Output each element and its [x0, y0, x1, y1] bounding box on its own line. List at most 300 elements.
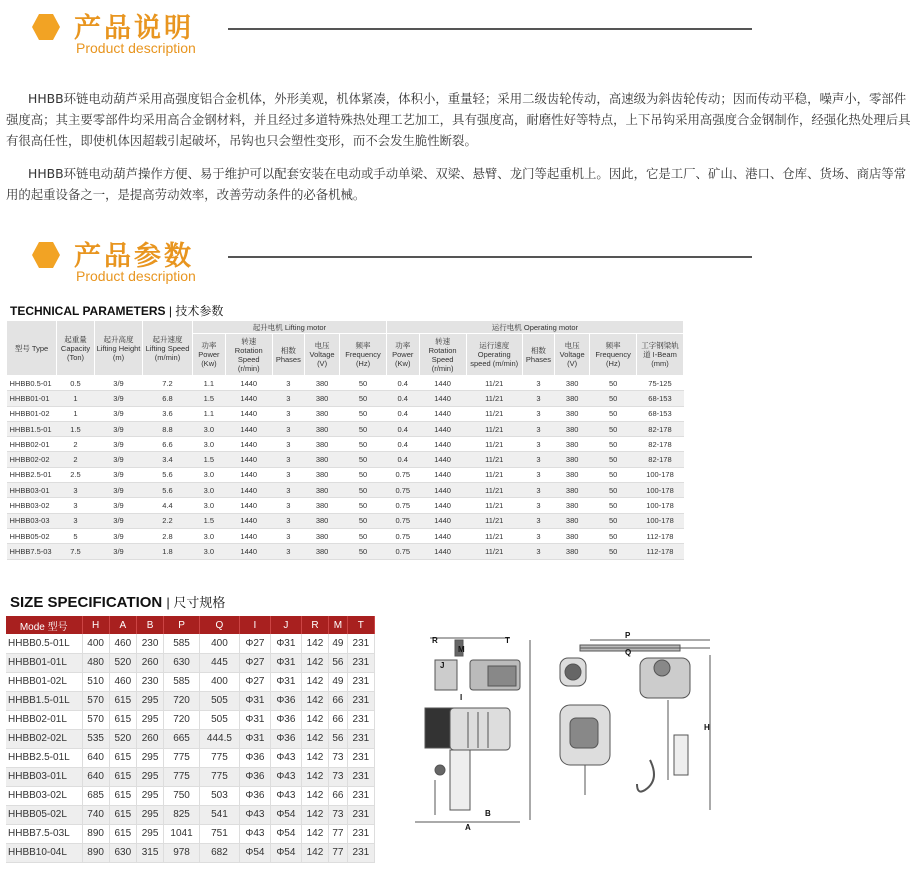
- table-cell: 400: [82, 634, 109, 653]
- tech-header-7: 电压 Voltage (V): [304, 334, 339, 376]
- tech-header-8: 频率 Frequency (Hz): [340, 334, 387, 376]
- table-cell: 66: [329, 786, 348, 805]
- size-header-7: J: [270, 616, 301, 634]
- table-cell: 100-178: [636, 513, 683, 528]
- size-header-5: Q: [199, 616, 239, 634]
- table-cell: 142: [301, 710, 328, 729]
- size-header-6: I: [239, 616, 270, 634]
- table-cell: 978: [164, 843, 200, 862]
- table-cell: 615: [109, 710, 136, 729]
- table-cell: 0.4: [386, 437, 419, 452]
- table-cell: 7.2: [143, 376, 193, 391]
- table-cell: 5.6: [143, 467, 193, 482]
- table-cell: 380: [555, 406, 590, 421]
- table-cell: 380: [304, 437, 339, 452]
- table-cell: 1: [57, 391, 95, 406]
- table-cell: 50: [340, 437, 387, 452]
- table-cell: 1.8: [143, 544, 193, 559]
- table-cell: Φ36: [270, 691, 301, 710]
- table-cell: HHBB1.5-01: [7, 421, 57, 436]
- table-cell: 82-178: [636, 437, 683, 452]
- table-cell: 50: [340, 421, 387, 436]
- table-cell: 231: [347, 805, 374, 824]
- table-cell: 231: [347, 653, 374, 672]
- table-cell: 3: [272, 406, 304, 421]
- table-cell: Φ31: [239, 691, 270, 710]
- tech-table-title: TECHNICAL PARAMETERS | 技术参数: [10, 304, 224, 318]
- table-cell: 3.4: [143, 452, 193, 467]
- table-cell: 520: [109, 653, 136, 672]
- table-cell: 400: [199, 634, 239, 653]
- hexagon-icon: [32, 242, 60, 268]
- table-cell: 380: [304, 376, 339, 391]
- table-cell: 3: [272, 498, 304, 513]
- table-cell: Φ27: [239, 653, 270, 672]
- table-cell: 11/21: [466, 544, 522, 559]
- size-header-0: Mode 型号: [6, 616, 82, 634]
- table-cell: 615: [109, 767, 136, 786]
- table-cell: HHBB02-02: [7, 452, 57, 467]
- table-cell: 3: [272, 452, 304, 467]
- table-cell: 7.5: [57, 544, 95, 559]
- table-cell: 295: [136, 805, 163, 824]
- table-cell: 640: [82, 767, 109, 786]
- table-cell: Φ36: [239, 748, 270, 767]
- table-cell: 231: [347, 691, 374, 710]
- dim-label-T: T: [505, 636, 510, 645]
- section-title: 产品说明: [74, 13, 194, 44]
- table-cell: 50: [590, 376, 637, 391]
- table-cell: 0.75: [386, 528, 419, 543]
- table-row: [6, 710, 375, 729]
- table-cell: 520: [109, 729, 136, 748]
- table-cell: 3/9: [95, 498, 143, 513]
- table-cell: 380: [555, 498, 590, 513]
- table-cell: 11/21: [466, 437, 522, 452]
- table-cell: 3: [522, 391, 554, 406]
- table-row: [6, 767, 375, 786]
- table-cell: 3: [272, 391, 304, 406]
- table-cell: 112-178: [636, 544, 683, 559]
- table-cell: 50: [340, 391, 387, 406]
- table-cell: 380: [555, 421, 590, 436]
- table-cell: 142: [301, 634, 328, 653]
- table-cell: 380: [555, 528, 590, 543]
- table-cell: 231: [347, 634, 374, 653]
- table-cell: 751: [199, 824, 239, 843]
- tech-header-12: 相数 Phases: [522, 334, 554, 376]
- table-cell: 3: [522, 406, 554, 421]
- table-cell: 260: [136, 729, 163, 748]
- table-cell: 3.0: [193, 544, 226, 559]
- table-cell: 0.4: [386, 406, 419, 421]
- table-cell: 665: [164, 729, 200, 748]
- table-cell: 295: [136, 767, 163, 786]
- table-cell: 1440: [419, 528, 466, 543]
- dim-label-R: R: [432, 636, 438, 645]
- table-cell: 66: [329, 710, 348, 729]
- table-cell: 50: [590, 437, 637, 452]
- table-cell: HHBB01-01L: [6, 653, 82, 672]
- table-cell: 615: [109, 691, 136, 710]
- table-row: [6, 824, 375, 843]
- table-cell: 231: [347, 729, 374, 748]
- table-cell: 2: [57, 452, 95, 467]
- table-cell: 11/21: [466, 513, 522, 528]
- table-cell: 1440: [419, 452, 466, 467]
- table-cell: HHBB05-02L: [6, 805, 82, 824]
- table-cell: 11/21: [466, 391, 522, 406]
- table-cell: 50: [590, 498, 637, 513]
- table-cell: 3: [57, 513, 95, 528]
- table-cell: 1440: [419, 513, 466, 528]
- table-cell: 444.5: [199, 729, 239, 748]
- table-cell: 640: [82, 748, 109, 767]
- table-cell: 630: [164, 653, 200, 672]
- table-cell: 3/9: [95, 452, 143, 467]
- technical-parameters-table: [6, 320, 684, 560]
- dim-label-A: A: [465, 823, 471, 830]
- table-cell: 380: [555, 513, 590, 528]
- table-cell: 3: [272, 513, 304, 528]
- table-cell: 50: [590, 528, 637, 543]
- table-cell: 1440: [419, 483, 466, 498]
- table-cell: HHBB02-01L: [6, 710, 82, 729]
- table-cell: 295: [136, 824, 163, 843]
- table-cell: HHBB01-01: [7, 391, 57, 406]
- table-cell: 0.5: [57, 376, 95, 391]
- table-cell: 380: [304, 406, 339, 421]
- table-cell: 3/9: [95, 544, 143, 559]
- lifting-motor-group: 起升电机 Lifting motor: [193, 321, 387, 334]
- table-cell: 50: [590, 406, 637, 421]
- table-cell: 445: [199, 653, 239, 672]
- table-cell: 231: [347, 843, 374, 862]
- table-cell: 1440: [419, 498, 466, 513]
- dim-label-Q: Q: [625, 648, 632, 657]
- table-cell: 68-153: [636, 391, 683, 406]
- table-cell: 460: [109, 634, 136, 653]
- section-subtitle: Product description: [76, 268, 196, 284]
- table-cell: 825: [164, 805, 200, 824]
- table-cell: Φ54: [239, 843, 270, 862]
- table-cell: HHBB03-03: [7, 513, 57, 528]
- tech-header-9: 功率 Power (Kw): [386, 334, 419, 376]
- table-cell: 380: [304, 513, 339, 528]
- table-cell: 775: [164, 767, 200, 786]
- table-cell: 570: [82, 691, 109, 710]
- table-cell: Φ36: [270, 710, 301, 729]
- table-cell: 3: [272, 528, 304, 543]
- table-cell: 3.0: [193, 467, 226, 482]
- table-cell: 380: [304, 498, 339, 513]
- table-cell: 230: [136, 672, 163, 691]
- table-cell: 295: [136, 710, 163, 729]
- table-row: [7, 391, 684, 406]
- table-cell: 2.5: [57, 467, 95, 482]
- table-cell: 1440: [419, 376, 466, 391]
- tech-header-0: 型号 Type: [7, 321, 57, 376]
- table-cell: 630: [109, 843, 136, 862]
- table-cell: 740: [82, 805, 109, 824]
- table-cell: 231: [347, 767, 374, 786]
- table-cell: 3/9: [95, 528, 143, 543]
- table-cell: 11/21: [466, 376, 522, 391]
- table-cell: 11/21: [466, 498, 522, 513]
- table-cell: 585: [164, 634, 200, 653]
- dim-label-H: H: [704, 723, 710, 732]
- table-cell: 890: [82, 824, 109, 843]
- table-cell: Φ31: [239, 729, 270, 748]
- table-cell: 260: [136, 653, 163, 672]
- table-cell: 315: [136, 843, 163, 862]
- table-cell: Φ31: [270, 634, 301, 653]
- table-cell: 1.1: [193, 376, 226, 391]
- table-cell: 0.75: [386, 498, 419, 513]
- table-cell: 50: [340, 528, 387, 543]
- table-cell: 11/21: [466, 421, 522, 436]
- table-cell: 77: [329, 824, 348, 843]
- table-cell: Φ43: [270, 786, 301, 805]
- table-cell: Φ27: [239, 672, 270, 691]
- table-cell: 1440: [225, 467, 272, 482]
- table-cell: 49: [329, 634, 348, 653]
- table-row: [7, 483, 684, 498]
- table-cell: 775: [164, 748, 200, 767]
- table-cell: 50: [340, 376, 387, 391]
- table-cell: 505: [199, 710, 239, 729]
- table-cell: 1440: [419, 544, 466, 559]
- table-cell: 503: [199, 786, 239, 805]
- table-cell: 775: [199, 767, 239, 786]
- size-header-10: T: [347, 616, 374, 634]
- table-cell: 50: [340, 544, 387, 559]
- table-cell: 3.6: [143, 406, 193, 421]
- table-cell: 720: [164, 691, 200, 710]
- table-cell: 1440: [419, 467, 466, 482]
- tech-header-11: 运行速度 Operating speed (m/min): [466, 334, 522, 376]
- table-cell: 3.0: [193, 528, 226, 543]
- tech-header-15: 工字钢梁轨道 I-Beam (mm): [636, 334, 683, 376]
- table-cell: 380: [304, 467, 339, 482]
- table-cell: 1440: [225, 513, 272, 528]
- table-cell: 50: [590, 391, 637, 406]
- table-cell: 56: [329, 653, 348, 672]
- table-row: [6, 691, 375, 710]
- dim-label-J: J: [440, 661, 445, 670]
- table-row: [7, 528, 684, 543]
- table-cell: 380: [304, 452, 339, 467]
- size-header-2: A: [109, 616, 136, 634]
- dim-label-B: B: [485, 809, 491, 818]
- table-cell: Φ31: [270, 653, 301, 672]
- table-cell: Φ27: [239, 634, 270, 653]
- table-cell: Φ54: [270, 805, 301, 824]
- table-cell: 380: [555, 437, 590, 452]
- table-cell: 3/9: [95, 513, 143, 528]
- table-cell: 75-125: [636, 376, 683, 391]
- table-cell: 3: [522, 467, 554, 482]
- table-cell: 3: [272, 437, 304, 452]
- table-cell: 3: [522, 483, 554, 498]
- table-cell: 615: [109, 748, 136, 767]
- table-row: [7, 544, 684, 559]
- table-cell: 380: [555, 544, 590, 559]
- tech-header-13: 电压 Voltage (V): [555, 334, 590, 376]
- table-cell: 380: [555, 483, 590, 498]
- table-cell: 231: [347, 672, 374, 691]
- table-cell: 570: [82, 710, 109, 729]
- table-row: [7, 452, 684, 467]
- table-row: [6, 805, 375, 824]
- table-cell: 0.4: [386, 452, 419, 467]
- table-cell: 1041: [164, 824, 200, 843]
- table-cell: 50: [340, 513, 387, 528]
- table-cell: HHBB1.5-01L: [6, 691, 82, 710]
- hoist-dimension-diagram: [410, 630, 730, 830]
- table-row: [7, 421, 684, 436]
- table-cell: 231: [347, 786, 374, 805]
- table-cell: 6.6: [143, 437, 193, 452]
- table-cell: 3: [272, 376, 304, 391]
- table-cell: 3/9: [95, 483, 143, 498]
- table-cell: 230: [136, 634, 163, 653]
- table-cell: HHBB03-01: [7, 483, 57, 498]
- table-cell: 11/21: [466, 452, 522, 467]
- table-cell: 380: [304, 391, 339, 406]
- table-cell: 3: [522, 452, 554, 467]
- table-cell: 3/9: [95, 437, 143, 452]
- table-cell: Φ36: [270, 729, 301, 748]
- operating-motor-group: 运行电机 Operating motor: [386, 321, 683, 334]
- table-row: [6, 748, 375, 767]
- table-cell: Φ36: [239, 786, 270, 805]
- table-cell: 615: [109, 824, 136, 843]
- table-cell: 66: [329, 691, 348, 710]
- table-cell: 380: [304, 528, 339, 543]
- table-cell: 3/9: [95, 391, 143, 406]
- table-cell: Φ31: [270, 672, 301, 691]
- table-cell: 720: [164, 710, 200, 729]
- table-cell: 231: [347, 824, 374, 843]
- table-cell: HHBB05-02: [7, 528, 57, 543]
- table-cell: 50: [590, 421, 637, 436]
- table-cell: 142: [301, 653, 328, 672]
- tech-header-14: 频率 Frequency (Hz): [590, 334, 637, 376]
- table-cell: 2: [57, 437, 95, 452]
- table-cell: 480: [82, 653, 109, 672]
- table-cell: 77: [329, 843, 348, 862]
- table-cell: 50: [340, 467, 387, 482]
- table-cell: 295: [136, 786, 163, 805]
- table-cell: 615: [109, 786, 136, 805]
- table-cell: 3/9: [95, 376, 143, 391]
- table-cell: 400: [199, 672, 239, 691]
- size-header-4: P: [164, 616, 200, 634]
- tech-header-2: 起升高度 Lifting Height (m): [95, 321, 143, 376]
- table-row: [6, 729, 375, 748]
- table-cell: 682: [199, 843, 239, 862]
- table-cell: Φ36: [239, 767, 270, 786]
- table-row: [6, 786, 375, 805]
- table-cell: 50: [590, 467, 637, 482]
- table-cell: 142: [301, 843, 328, 862]
- table-cell: 380: [555, 391, 590, 406]
- table-cell: 1440: [419, 406, 466, 421]
- table-cell: 615: [109, 805, 136, 824]
- table-cell: 0.4: [386, 391, 419, 406]
- table-cell: 380: [304, 544, 339, 559]
- table-cell: 3: [272, 467, 304, 482]
- table-cell: 112-178: [636, 528, 683, 543]
- table-cell: 3: [272, 421, 304, 436]
- table-cell: 1440: [225, 406, 272, 421]
- table-cell: Φ43: [270, 767, 301, 786]
- size-table-title: SIZE SPECIFICATION | 尺寸规格: [10, 594, 226, 611]
- table-cell: 505: [199, 691, 239, 710]
- table-cell: 3/9: [95, 467, 143, 482]
- table-cell: HHBB0.5-01L: [6, 634, 82, 653]
- table-row: [7, 376, 684, 391]
- table-cell: 73: [329, 805, 348, 824]
- table-cell: 5: [57, 528, 95, 543]
- table-cell: Φ43: [239, 805, 270, 824]
- table-cell: 50: [340, 406, 387, 421]
- table-cell: Φ43: [239, 824, 270, 843]
- size-header-9: M: [329, 616, 348, 634]
- table-cell: 1: [57, 406, 95, 421]
- table-cell: 50: [590, 452, 637, 467]
- tech-header-4: 功率 Power (Kw): [193, 334, 226, 376]
- table-cell: 1440: [225, 391, 272, 406]
- table-cell: HHBB2.5-01: [7, 467, 57, 482]
- table-cell: 380: [555, 467, 590, 482]
- table-cell: 3/9: [95, 421, 143, 436]
- section-header-description: [30, 4, 760, 54]
- table-cell: 2.8: [143, 528, 193, 543]
- table-cell: 3: [57, 498, 95, 513]
- table-cell: 3: [522, 376, 554, 391]
- table-cell: 4.4: [143, 498, 193, 513]
- intro-paragraph-2: HHBB环链电动葫芦操作方便、易于维护可以配套安装在电动或手动单梁、双梁、悬臂、龙门等起重机上。因此，它是工厂、矿山、港口、仓库、货场、商店等常用的起重设备之一，是提高劳动效率，改善劳动条件的必备机械。: [6, 166, 907, 202]
- table-cell: 142: [301, 767, 328, 786]
- table-cell: 50: [340, 498, 387, 513]
- table-cell: 5.6: [143, 483, 193, 498]
- table-cell: 380: [555, 452, 590, 467]
- section-subtitle: Product description: [76, 40, 196, 56]
- table-cell: 1440: [225, 437, 272, 452]
- table-row: [7, 513, 684, 528]
- table-cell: 0.4: [386, 421, 419, 436]
- table-cell: 295: [136, 691, 163, 710]
- dim-label-I: I: [460, 693, 463, 702]
- table-cell: 890: [82, 843, 109, 862]
- table-cell: 1440: [419, 391, 466, 406]
- table-cell: HHBB7.5-03: [7, 544, 57, 559]
- table-cell: HHBB2.5-01L: [6, 748, 82, 767]
- table-cell: 3: [522, 513, 554, 528]
- dim-label-P: P: [625, 631, 631, 640]
- table-cell: 231: [347, 748, 374, 767]
- table-cell: 8.8: [143, 421, 193, 436]
- table-cell: 3: [522, 498, 554, 513]
- table-row: [6, 634, 375, 653]
- tech-header-1: 起重量 Capacity (Ton): [57, 321, 95, 376]
- table-cell: HHBB7.5-03L: [6, 824, 82, 843]
- table-cell: 100-178: [636, 467, 683, 482]
- table-cell: 1.5: [193, 391, 226, 406]
- table-cell: 142: [301, 805, 328, 824]
